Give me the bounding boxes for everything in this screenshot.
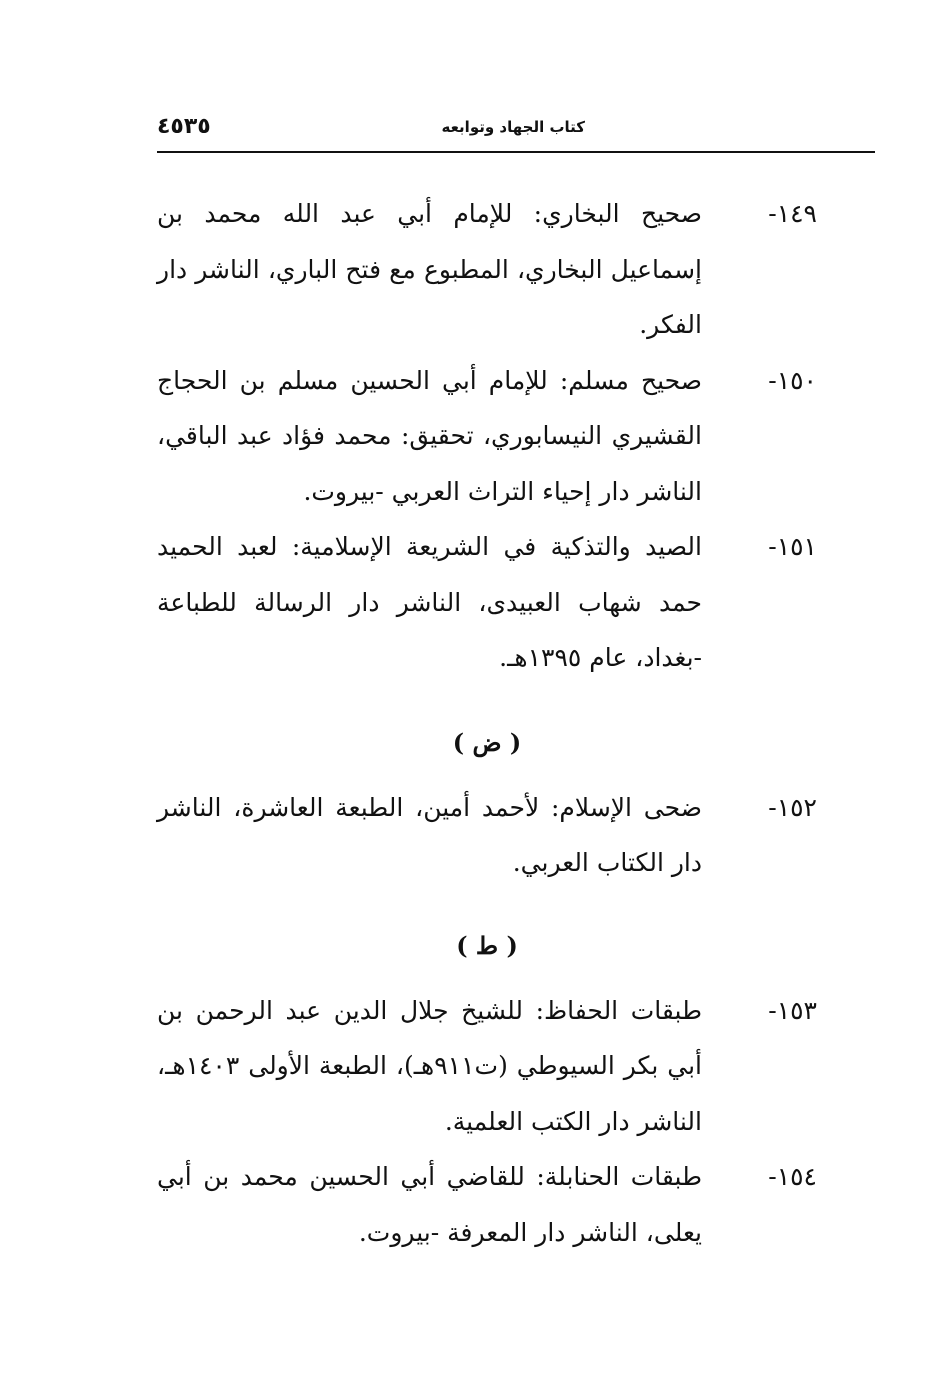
bibliography-list xyxy=(157,186,817,1260)
bibliography-entry xyxy=(157,519,817,686)
entry-text: صحيح مسلم: للإمام أبي الحسين مسلم بن الحجاج القشيري النيسابوري، تحقيق: محمد فؤاد عبد الباقي، الناشر دار إحياء التراث العربي -بيروت. xyxy=(157,365,702,506)
entry-text: ضحى الإسلام: لأحمد أمين، الطبعة العاشرة، الناشر دار الكتاب العربي. xyxy=(157,792,702,877)
bibliography-entry xyxy=(157,780,817,891)
entry-text: طبقات الحفاظ: للشيخ جلال الدين عبد الرحمن بن أبي بكر السيوطي (ت٩١١هـ)، الطبعة الأولى ١٤٠٣هـ، الناشر دار الكتب العلمية. xyxy=(157,995,702,1136)
running-title: كتاب الجهاد وتوابعه xyxy=(441,118,585,136)
entry-text: طبقات الحنابلة: للقاضي أبي الحسين محمد بن أبي يعلى، الناشر دار المعرفة -بيروت. xyxy=(157,1162,702,1247)
bibliography-entry xyxy=(157,353,817,520)
entry-text: صحيح البخاري: للإمام أبي عبد الله محمد بن إسماعيل البخاري، المطبوع مع فتح الباري، الناشر دار الفكر. xyxy=(157,199,702,339)
header-rule xyxy=(157,151,875,153)
bibliography-entry xyxy=(157,983,817,1150)
entry-number: ١٤٩- xyxy=(768,199,817,228)
bibliography-entry xyxy=(157,186,817,353)
section-heading-dad: ( ض ) xyxy=(452,727,522,757)
entry-number: ١٥٢- xyxy=(768,792,817,822)
entry-text: الصيد والتذكية في الشريعة الإسلامية: لعبد الحميد حمد شهاب العبيدى، الناشر دار الرسالة للطباعة -بغداد، عام ١٣٩٥هـ. xyxy=(157,532,702,672)
page-header xyxy=(157,112,875,148)
entry-number: ١٥١- xyxy=(768,532,817,561)
entry-number: ١٥٣- xyxy=(768,995,817,1025)
bibliography-entry xyxy=(157,1149,817,1260)
entry-number: ١٥٤- xyxy=(768,1162,817,1191)
page-number: ٤٥٣٥ xyxy=(157,114,211,139)
entry-number: ١٥٠- xyxy=(768,365,817,395)
section-heading-ta: ( ط ) xyxy=(456,930,518,960)
